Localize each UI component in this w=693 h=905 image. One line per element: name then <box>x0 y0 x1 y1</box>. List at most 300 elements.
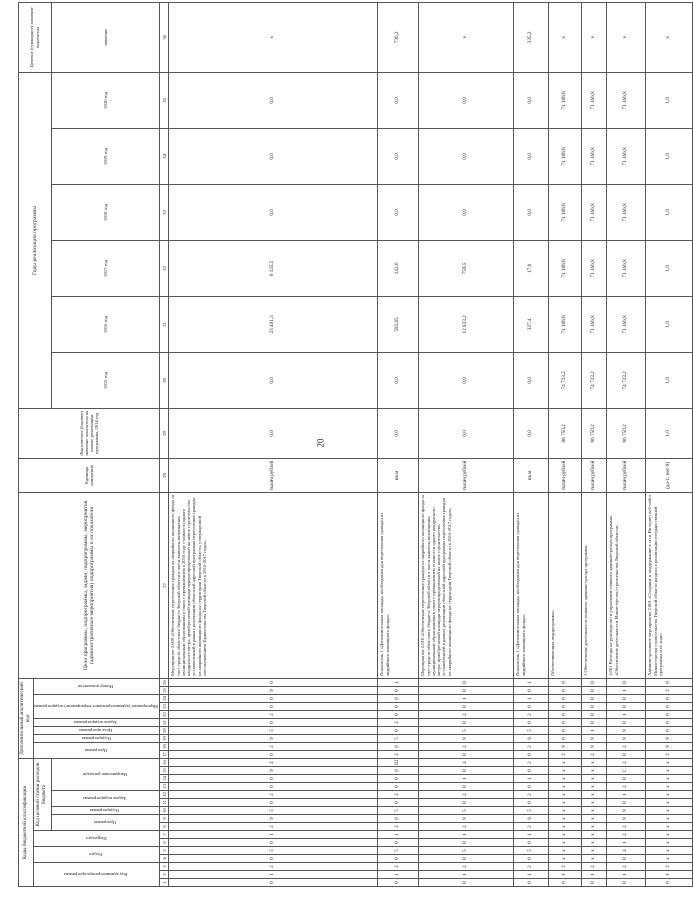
code-digit: 2 <box>607 831 646 839</box>
tc-direction-header: Направление расходов <box>51 759 160 791</box>
code-digit: 2 <box>646 751 693 759</box>
row-year-value: 71 166,8 <box>582 296 607 352</box>
code-digit: 9 <box>378 695 419 703</box>
row-fact-2014: 0,0 <box>169 408 378 458</box>
row-year-value: 0,0 <box>514 72 549 128</box>
code-digit: 0 <box>419 703 514 711</box>
code-digit: 0 <box>169 719 378 727</box>
year-2018-header: 2018 год <box>51 184 160 240</box>
code-digit: 0 <box>549 687 582 695</box>
column-number: 20 <box>160 727 169 735</box>
tc-subprogram-header: Подпрограмма <box>51 807 160 815</box>
code-digit: 0 <box>549 727 582 735</box>
row-year-value: 71 166,8 <box>607 296 646 352</box>
code-digit: 0 <box>549 879 582 887</box>
code-digit: 9 <box>419 735 514 743</box>
column-number: 22 <box>160 711 169 719</box>
code-digit: 0 <box>514 879 549 887</box>
code-digit: 2 <box>607 743 646 751</box>
row-unit: (да-1, нет-0) <box>646 458 693 492</box>
code-digit: 9 <box>607 727 646 735</box>
code-digit: х <box>549 815 582 823</box>
code-digit: 2 <box>378 823 419 831</box>
row-year-value: 12 833,2 <box>419 296 514 352</box>
code-digit: 9 <box>378 767 419 775</box>
column-number: 14 <box>160 775 169 783</box>
row-name: Административное мероприятие 2.001 «Создание и поддержание в сети Интернет веб-сайта Министерства строительства Тверской области раздела о реализации государственной программы и ее ходе» <box>646 492 693 678</box>
code-digit: 2 <box>514 863 549 871</box>
code-digit: 5 <box>419 807 514 815</box>
code-digit: 0 <box>514 783 549 791</box>
code-digit: 0 <box>549 678 582 686</box>
code-digit: 2 <box>514 791 549 799</box>
code-digit: 1 <box>607 839 646 847</box>
code-digit: 9 <box>646 743 693 751</box>
code-digit: 0 <box>582 678 607 686</box>
code-digit: 9 <box>582 735 607 743</box>
column-number: 12 <box>160 791 169 799</box>
row-year-value: 74 723,2 <box>582 352 607 408</box>
code-digit: 0 <box>549 735 582 743</box>
row-year-value: 1,0 <box>646 240 693 296</box>
row-year-value: 71 166,8 <box>549 240 582 296</box>
code-digit: 5 <box>378 807 419 815</box>
code-digit: 0 <box>419 678 514 686</box>
row-unit: кв.м <box>378 458 419 492</box>
code-digit: 9 <box>419 815 514 823</box>
row-name: Мероприятие 2.010 «Обеспечение переселения граждан из аварийного жилищного фонда за счет средств областного бюджета Тверской области в части выплаты возмещения муниципальным образованиям в связи с превышением стоимости одного квадратного метра, приобретаемой площади перераспределённой на новое строительство, установленной в рамках реализации областной адресной программы переселения граждан из аварийного жилищного фонда на территории Тверской области в 2016-2017 годах» <box>419 492 514 678</box>
code-digit: 2 <box>169 863 378 871</box>
row-year-value: 71 166,8 <box>549 184 582 240</box>
row-year-value: 71 166,8 <box>549 296 582 352</box>
row-year-value: 1,0 <box>646 296 693 352</box>
code-digit: х <box>549 847 582 855</box>
code-digit: 0 <box>607 678 646 686</box>
code-digit: 0 <box>419 879 514 887</box>
code-digit: 9 <box>378 815 419 823</box>
code-digit: х <box>582 783 607 791</box>
code-digit: 5 <box>514 847 549 855</box>
code-digit: 0 <box>378 703 419 711</box>
row-year-value: 1,0 <box>646 72 693 128</box>
code-digit: 2 <box>607 863 646 871</box>
code-digit: 0 <box>378 879 419 887</box>
column-number: 16 <box>160 759 169 767</box>
row-year-value: 0,0 <box>169 128 378 184</box>
column-number: 33 <box>160 184 169 240</box>
column-number: 19 <box>160 735 169 743</box>
column-number: 25 <box>160 687 169 695</box>
code-digit: х <box>646 775 693 783</box>
code-digit: х <box>549 807 582 815</box>
column-number: 1 <box>160 879 169 887</box>
row-target: 736,2 <box>378 2 419 72</box>
row-unit: тысяч рублей <box>549 458 582 492</box>
unit-header: Единица измерения <box>19 458 160 492</box>
code-digit: 0 <box>378 783 419 791</box>
code-digit: 0 <box>582 703 607 711</box>
code-digit: 0 <box>607 703 646 711</box>
code-digit: 0 <box>582 711 607 719</box>
code-digit: х <box>582 759 607 767</box>
code-digit: х <box>549 823 582 831</box>
row-year-value: 71 166,8 <box>582 240 607 296</box>
code-digit: 2 <box>419 743 514 751</box>
tc-task-header: Задача подпрограммы <box>51 791 160 807</box>
tc-program-header: Программа <box>51 815 160 831</box>
code-digit: 2 <box>582 863 607 871</box>
code-digit: 1 <box>378 678 419 686</box>
row-year-value: 0,0 <box>419 352 514 408</box>
row-year-value: 143,6 <box>378 240 419 296</box>
code-digit: 5 <box>169 727 378 735</box>
column-number-row <box>160 2 169 886</box>
code-digit: х <box>582 791 607 799</box>
code-digit: 2 <box>378 751 419 759</box>
row-year-value: 0,0 <box>378 128 419 184</box>
code-digit: 2 <box>607 759 646 767</box>
code-digit: 5 <box>419 847 514 855</box>
column-number: 27 <box>160 492 169 678</box>
fact-2014-header: Фактическое (базовое) значение показателя на начало реализации программы, 2014 год <box>19 408 160 458</box>
row-name: Показатель 1 «Дополнительная площадь, необходимая для переселения граждан из аварийного жилищного фонда» <box>378 492 419 678</box>
row-year-value: 74 723,2 <box>549 352 582 408</box>
code-digit: 2 <box>378 791 419 799</box>
table-row <box>582 2 607 886</box>
code-digit: 9 <box>607 815 646 823</box>
code-digit: 0 <box>607 719 646 727</box>
column-number: 28 <box>160 458 169 492</box>
row-name: 1.001 Расходы на руководство и управление главного администратора программы «Обеспечение деятельности Министерства строительства Тверской области» <box>607 492 646 678</box>
row-year-value: 0,0 <box>378 72 419 128</box>
code-digit: х <box>582 847 607 855</box>
subsection-header: Подраздел <box>34 831 160 847</box>
year-2015-header: 2015 год <box>51 352 160 408</box>
measure-header: Мероприятие (административное мероприятие) подпрограммы <box>34 695 160 719</box>
code-digit: 0 <box>514 855 549 863</box>
code-digit: 0 <box>378 711 419 719</box>
table-row <box>607 2 646 886</box>
row-target: х <box>582 2 607 72</box>
code-digit: 0 <box>169 678 378 686</box>
code-digit: 5 <box>169 807 378 815</box>
code-digit: 0 <box>549 711 582 719</box>
row-year-value: 6 125,5 <box>169 240 378 296</box>
code-digit: 2 <box>419 823 514 831</box>
code-digit: 0 <box>169 751 378 759</box>
code-digit: 2 <box>169 743 378 751</box>
column-number: 32 <box>160 240 169 296</box>
column-number: 36 <box>160 2 169 72</box>
code-digit: 1 <box>378 831 419 839</box>
row-year-value: 71 166,8 <box>582 184 607 240</box>
code-digit: 0 <box>378 855 419 863</box>
row-year-value: 17,8 <box>514 240 549 296</box>
code-digit: 5 <box>378 735 419 743</box>
code-digit: 2 <box>419 711 514 719</box>
row-year-value: 71 166,8 <box>582 128 607 184</box>
goals-header: Цели программы, подпрограммы, задачи, подпрограммы, мероприятия (административные мероприятия) подпрограммы и их показатели <box>19 492 160 678</box>
code-digit: 2 <box>514 711 549 719</box>
code-digit: 2 <box>607 783 646 791</box>
code-digit: 2 <box>646 687 693 695</box>
column-number: 17 <box>160 751 169 759</box>
row-year-value: 0,0 <box>378 352 419 408</box>
year-2019-header: 2019 год <box>51 128 160 184</box>
program-indicators-sheet <box>18 7 672 887</box>
code-digit: 0 <box>378 839 419 847</box>
code-digit: 0 <box>514 751 549 759</box>
code-digit: 0 <box>646 678 693 686</box>
code-digit: 0 <box>378 727 419 735</box>
code-digit: 9 <box>169 735 378 743</box>
row-year-value: 1,0 <box>646 128 693 184</box>
column-number: 18 <box>160 743 169 751</box>
measure-number-header: Номер показателя <box>34 678 160 694</box>
code-digit: 9 <box>607 807 646 815</box>
target-item-code-header: Код целевой статьи расходов бюджета <box>34 759 52 831</box>
column-number: 26 <box>160 678 169 686</box>
column-number: 9 <box>160 815 169 823</box>
code-digit: х <box>582 767 607 775</box>
code-digit: 4 <box>607 847 646 855</box>
code-digit: 0 <box>514 767 549 775</box>
code-digit: 2 <box>378 719 419 727</box>
section-header: Раздел <box>34 847 160 863</box>
column-number: 8 <box>160 823 169 831</box>
code-digit: х <box>646 823 693 831</box>
target-header: Целевое (суммарное) значение показателя <box>19 2 52 72</box>
row-year-value: 0,0 <box>169 352 378 408</box>
code-digit: 2 <box>169 823 378 831</box>
code-digit: 0 <box>378 775 419 783</box>
column-number: 13 <box>160 783 169 791</box>
row-year-value: 327,4 <box>514 296 549 352</box>
year-2016-header: 2016 год <box>51 296 160 352</box>
program-task-header: Задача подпрограммы <box>34 719 160 727</box>
row-fact-2014: 86 750,2 <box>607 408 646 458</box>
row-year-value: 0,0 <box>169 72 378 128</box>
row-year-value: 759,5 <box>419 240 514 296</box>
row-year-value: 0,0 <box>419 128 514 184</box>
code-digit: 0 <box>419 719 514 727</box>
code-digit: 0 <box>419 767 514 775</box>
code-digit: 5 <box>378 847 419 855</box>
code-digit: х <box>646 847 693 855</box>
code-digit: 2 <box>169 711 378 719</box>
code-digit: 4 <box>169 759 378 767</box>
code-digit: х <box>549 775 582 783</box>
target-value-header: значение <box>51 2 160 72</box>
code-digit: 1 <box>607 871 646 879</box>
column-number: 5 <box>160 847 169 855</box>
code-digit: 0 <box>169 695 378 703</box>
code-digit: 0 <box>419 783 514 791</box>
row-year-value: 0,0 <box>169 184 378 240</box>
code-digit: 0 <box>582 695 607 703</box>
code-digit: 9 <box>169 687 378 695</box>
code-digit: 0 <box>419 751 514 759</box>
code-digit: 9 <box>582 743 607 751</box>
code-digit: х <box>582 839 607 847</box>
code-digit: 2 <box>378 863 419 871</box>
code-digit: 9 <box>514 735 549 743</box>
code-digit: 1 <box>419 695 514 703</box>
row-name: 1 Обеспечение деятельности главного администратора программы <box>582 492 607 678</box>
code-digit: 0 <box>582 879 607 887</box>
code-digit: х <box>549 855 582 863</box>
code-digit: 1 <box>378 871 419 879</box>
admin-code-header: Код администратора программы <box>34 863 160 887</box>
column-number: 7 <box>160 831 169 839</box>
code-digit: 0 <box>646 703 693 711</box>
row-fact-2014: 0,0 <box>514 408 549 458</box>
code-digit: 2 <box>549 751 582 759</box>
code-digit: 1 <box>514 678 549 686</box>
code-digit: х <box>549 759 582 767</box>
code-digit: 0 <box>582 687 607 695</box>
code-digit: х <box>646 767 693 775</box>
row-year-value: 0,0 <box>419 72 514 128</box>
row-target: х <box>607 2 646 72</box>
budget-codes-header: Коды бюджетной классификации <box>19 759 34 887</box>
code-digit: 0 <box>607 799 646 807</box>
code-digit: 0 <box>169 879 378 887</box>
code-digit: 0 <box>169 855 378 863</box>
code-digit: х <box>549 767 582 775</box>
column-number: 35 <box>160 72 169 128</box>
code-digit: х <box>582 799 607 807</box>
code-digit: х <box>646 839 693 847</box>
row-year-value: 71 166,8 <box>607 72 646 128</box>
code-digit: 0 <box>169 839 378 847</box>
code-digit: 1 <box>419 775 514 783</box>
code-digit: 0 <box>607 751 646 759</box>
code-digit: х <box>582 807 607 815</box>
code-digit: 2 <box>169 791 378 799</box>
code-digit: 1 <box>646 871 693 879</box>
row-year-value: 23 401,3 <box>169 296 378 352</box>
code-digit: 1 <box>607 687 646 695</box>
row-unit: тысяч рублей <box>169 458 378 492</box>
code-digit: 0 <box>607 775 646 783</box>
code-digit: С <box>607 767 646 775</box>
table-row <box>514 2 549 886</box>
row-target: х <box>549 2 582 72</box>
row-year-value: 0,0 <box>419 184 514 240</box>
code-digit: 4 <box>419 759 514 767</box>
code-digit: 0 <box>169 703 378 711</box>
row-target: х <box>169 2 378 72</box>
column-number: 31 <box>160 296 169 352</box>
row-year-value: 0,0 <box>514 352 549 408</box>
row-target: х <box>419 2 514 72</box>
code-digit: 0 <box>646 711 693 719</box>
code-digit: х <box>549 791 582 799</box>
code-digit: 0 <box>549 695 582 703</box>
code-digit: 2 <box>607 823 646 831</box>
row-target: 335,2 <box>514 2 549 72</box>
row-fact-2014: 0,0 <box>419 408 514 458</box>
code-digit: 0 <box>549 703 582 711</box>
code-digit: х <box>582 831 607 839</box>
code-digit: х <box>582 823 607 831</box>
code-digit: 2 <box>419 791 514 799</box>
code-digit: 0 <box>378 687 419 695</box>
code-digit: 0 <box>646 879 693 887</box>
code-digit: Ш <box>378 759 419 767</box>
code-digit: 0 <box>514 839 549 847</box>
row-year-value: 71 166,8 <box>582 72 607 128</box>
row-year-value: 0,0 <box>514 184 549 240</box>
code-digit: х <box>549 839 582 847</box>
row-unit: тысяч рублей <box>419 458 514 492</box>
code-digit: 5 <box>169 847 378 855</box>
row-fact-2014: 86 750,2 <box>549 408 582 458</box>
row-unit: тысяч рублей <box>582 458 607 492</box>
code-digit: 1 <box>582 727 607 735</box>
code-digit: 2 <box>419 863 514 871</box>
code-digit: 0 <box>419 799 514 807</box>
column-number: 11 <box>160 799 169 807</box>
code-digit: 9 <box>646 735 693 743</box>
code-digit: 5 <box>514 807 549 815</box>
code-digit: 1 <box>514 871 549 879</box>
code-digit: 1 <box>582 871 607 879</box>
column-number: 15 <box>160 767 169 775</box>
row-year-value: 592,65 <box>378 296 419 352</box>
code-digit: 0 <box>514 799 549 807</box>
code-digit: 2 <box>514 743 549 751</box>
code-digit: х <box>582 815 607 823</box>
code-digit: х <box>549 831 582 839</box>
code-digit: 1 <box>514 695 549 703</box>
column-number: 4 <box>160 855 169 863</box>
code-digit: 2 <box>549 863 582 871</box>
code-digit: 0 <box>378 799 419 807</box>
indicators-table <box>18 2 693 887</box>
code-digit: 0 <box>169 783 378 791</box>
row-year-value: 71 166,8 <box>607 128 646 184</box>
code-digit: 0 <box>169 799 378 807</box>
code-digit: х <box>646 799 693 807</box>
code-digit: 1 <box>607 791 646 799</box>
code-digit: 9 <box>607 735 646 743</box>
code-digit: 0 <box>419 839 514 847</box>
code-digit: 1 <box>607 711 646 719</box>
code-digit: х <box>646 855 693 863</box>
year-2017-header: 2017 год <box>51 240 160 296</box>
column-number: 30 <box>160 352 169 408</box>
code-digit: 1 <box>549 871 582 879</box>
code-digit: 9 <box>549 743 582 751</box>
column-number: 29 <box>160 408 169 458</box>
row-year-value: 0,0 <box>514 128 549 184</box>
code-digit: 0 <box>582 719 607 727</box>
code-digit: 0 <box>419 687 514 695</box>
code-digit: х <box>582 855 607 863</box>
code-digit: 9 <box>169 767 378 775</box>
code-digit: х <box>582 775 607 783</box>
code-digit: 9 <box>169 815 378 823</box>
year-2020-header: 2020 год <box>51 72 160 128</box>
program-col-header: Программа <box>34 743 160 759</box>
code-digit: 0 <box>607 879 646 887</box>
table-row <box>549 2 582 886</box>
column-number: 21 <box>160 719 169 727</box>
code-digit: х <box>549 799 582 807</box>
table-row <box>646 2 693 886</box>
